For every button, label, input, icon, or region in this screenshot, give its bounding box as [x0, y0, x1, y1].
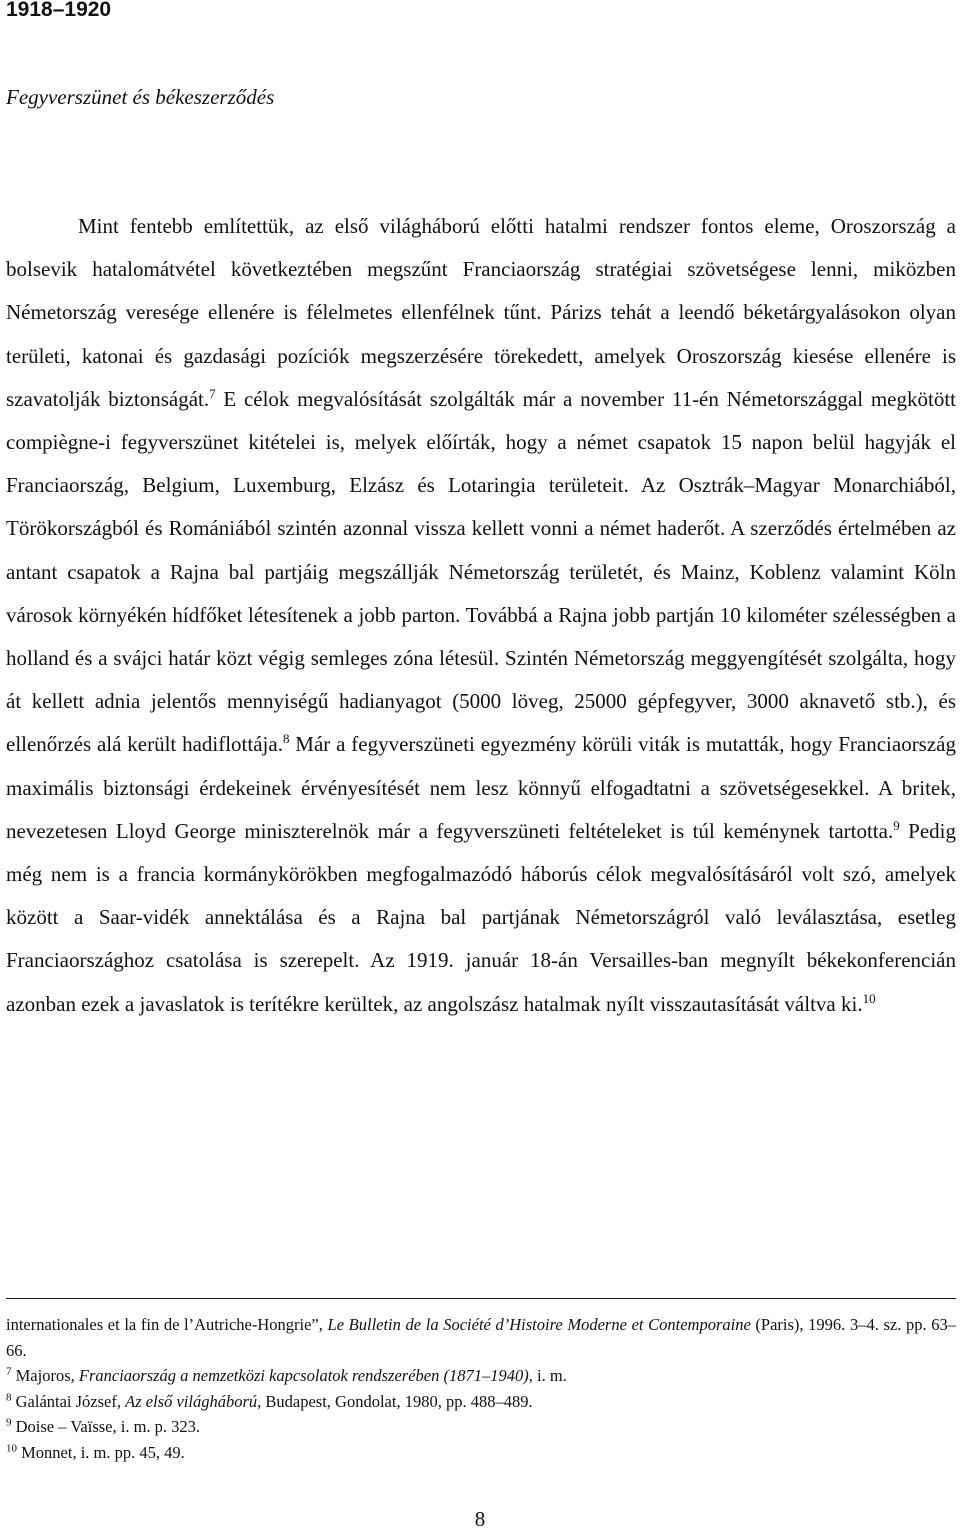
body-text-part-1: Mint fentebb említettük, az első világháború előtti hatalmi rendszer fontos eleme, Oroszország a bolsevik hatalomátvétel következtében megszűnt Franciaország stratégiai szövetségese lenni, miközben Németország veresége ellenére is félelmetes ellenfélnek tűnt. Párizs tehát a leendő béketárgyalásokon olyan területi, katonai és gazdasági pozíciók megszerzésére törekedett, amelyek Oroszország kiesése ellenére is szavatolják biztonságát. [6, 214, 956, 411]
page-number: 8 [474, 1507, 486, 1531]
footnote-title: Az első világháború [125, 1391, 258, 1411]
footnote-details: , Budapest, Gondolat, 1980, pp. 488–489. [257, 1391, 533, 1411]
footnote-text: Doise – Vaïsse, i. m. p. 323. [11, 1417, 201, 1436]
footnote-ref-8: 8 [282, 731, 290, 747]
footnote-number: 9 [6, 1416, 12, 1429]
body-text-part-2: E célok megvalósítását szolgálták már a november 11-én Németországgal megkötött compiègne-i fegyverszünet kitételei is, melyek előírták, hogy a német csapatok 15 napon belül hagyják el Franciaország, Belgium, Luxemburg, Elzász és Lotaringia területeit. Az Osztrák–Magyar Monarchiából, Törökországból és Romániából szintén azonnal vissza kellett vonni a német haderőt. A szerződés értelmében az antant csapatok a Rajna bal partjáig megszállják Németország területét, és Mainz, Koblenz valamint Köln városok környékén hídfőket létesítenek a jobb parton. Továbbá a Rajna jobb partján 10 kilométer szélességben a holland és a svájci határ közt végig semleges zóna létesül. Szintén Németország meggyengítését szolgálta, hogy át kellett adnia jelentős mennyiségű hadianyagot (5000 löveg, 25000 gépfegyver, 3000 aknavető stb.), és ellenőrzés alá került hadiflottája. [6, 386, 956, 757]
footnote-details: , i. m. [528, 1366, 567, 1385]
footnote-text: Monnet, i. m. pp. 45, 49. [17, 1442, 185, 1462]
footnote-continued-title: Le Bulletin de la Société d’Histoire Moderne et Contemporaine [327, 1315, 751, 1334]
footnote-number: 10 [6, 1442, 17, 1454]
footnote-continued-text: internationales et la fin de l’Autriche-Hongrie”, [6, 1315, 328, 1334]
body-paragraph [6, 205, 956, 1026]
footnote-8 [6, 1389, 956, 1415]
body-text-part-4: Pedig még nem is a francia kormánykörökben megfogalmazódó háborús célok megvalósításáról volt szó, amelyek között a Saar-vidék annektálása és a Rajna bal partjának Németországról való leválasztása, esetleg Franciaországhoz csatolása is szerepelt. Az 1919. január 18-án Versailles-ban megnyílt békekonferencián azonban ezek a javaslatok is terítékre kerültek, az angolszász hatalmak nyílt visszautasítását váltva ki. [6, 818, 956, 1016]
footnote-continued [6, 1312, 956, 1363]
footnote-number: 7 [6, 1365, 12, 1378]
footnote-continued-details: (Paris), 1996. 3–4. sz. pp. 63–66. [6, 1315, 956, 1360]
footnote-9 [6, 1414, 956, 1440]
footnote-ref-7: 7 [209, 385, 216, 401]
footnote-author: Majoros, [11, 1366, 79, 1385]
footnotes [6, 1312, 956, 1465]
footnote-divider [6, 1298, 956, 1299]
footnote-number: 8 [6, 1391, 12, 1403]
footnote-7 [6, 1363, 956, 1389]
section-title: Fegyverszünet és békeszerződés [6, 85, 275, 109]
footnote-10 [6, 1440, 956, 1466]
footnote-title: Franciaország a nemzetközi kapcsolatok rendszerében (1871–1940) [78, 1366, 529, 1385]
footnote-author: Galántai József, [11, 1391, 126, 1411]
footnote-ref-9: 9 [893, 817, 900, 833]
running-head: 1918–1920 [6, 0, 112, 21]
footnote-ref-10: 10 [862, 990, 876, 1006]
body-text-part-3: Már a fegyverszüneti egyezmény körüli viták is mutatták, hogy Franciaország maximális biztonsági érdekeinek érvényesítését nem lesz könnyű elfogadtatni a szövetségesekkel. A britek, nevezetesen Lloyd George miniszterelnök már a fegyverszüneti feltételeket is túl keménynek tartotta. [6, 732, 956, 843]
